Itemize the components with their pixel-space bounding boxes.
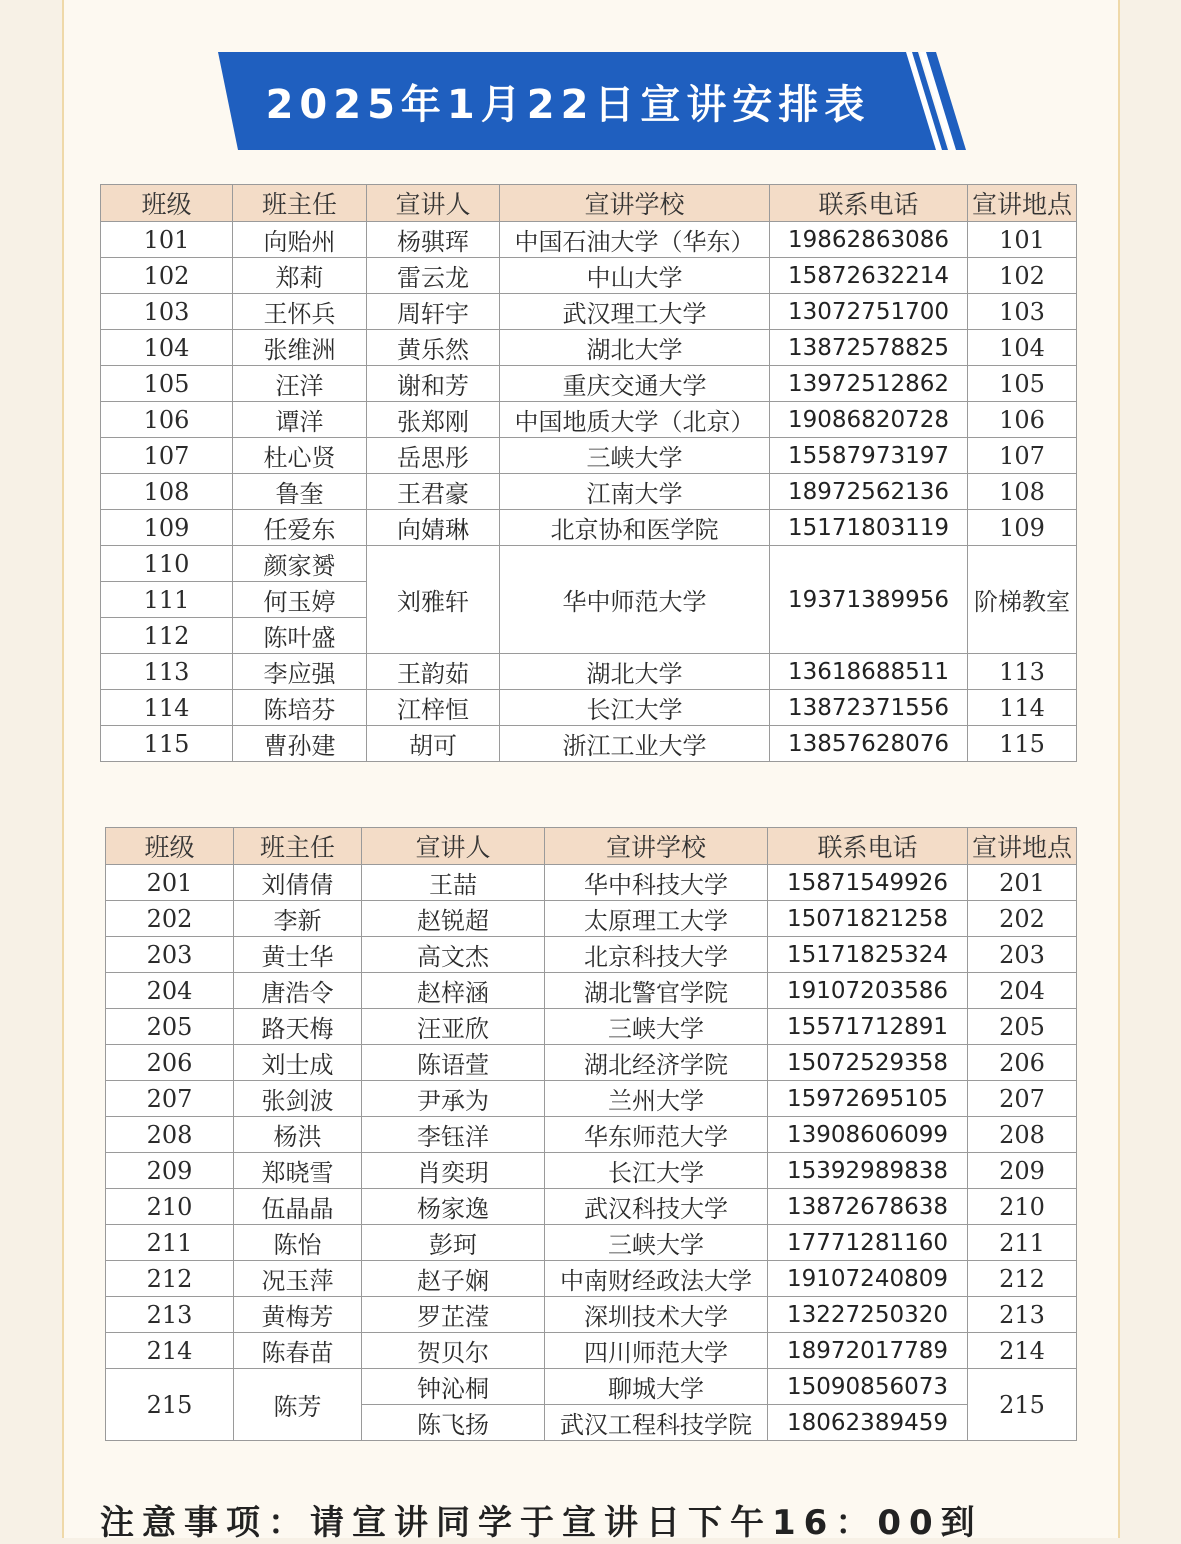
- class-cell: 214: [106, 1333, 234, 1369]
- speaker-cell: 贺贝尔: [362, 1333, 545, 1369]
- location-cell: 211: [968, 1225, 1077, 1261]
- table-row: [106, 865, 1077, 901]
- phone-cell: 13872371556: [770, 690, 968, 726]
- class-cell: 202: [106, 901, 234, 937]
- teacher-cell: 张维洲: [233, 330, 367, 366]
- phone-cell: 19371389956: [770, 546, 968, 654]
- phone-cell: 13857628076: [770, 726, 968, 762]
- school-cell: 湖北大学: [500, 654, 770, 690]
- speaker-cell: 李钰洋: [362, 1117, 545, 1153]
- speaker-cell: 赵子娴: [362, 1261, 545, 1297]
- teacher-cell: 郑晓雪: [234, 1153, 362, 1189]
- class-cell: 114: [101, 690, 233, 726]
- speaker-cell: 王君豪: [367, 474, 500, 510]
- school-cell: 中山大学: [500, 258, 770, 294]
- school-cell: 北京协和医学院: [500, 510, 770, 546]
- table-row: [106, 1009, 1077, 1045]
- class-cell: 107: [101, 438, 233, 474]
- class-cell: 115: [101, 726, 233, 762]
- teacher-cell: 郑莉: [233, 258, 367, 294]
- teacher-cell: 陈芳: [234, 1369, 362, 1441]
- speaker-cell: 张郑刚: [367, 402, 500, 438]
- class-cell: 204: [106, 973, 234, 1009]
- speaker-cell: 尹承为: [362, 1081, 545, 1117]
- speaker-cell: 王韵茹: [367, 654, 500, 690]
- speaker-cell: 赵梓涵: [362, 973, 545, 1009]
- location-cell: 阶梯教室: [968, 546, 1077, 654]
- teacher-cell: 向贻州: [233, 222, 367, 258]
- location-cell: 108: [968, 474, 1077, 510]
- school-cell: 武汉理工大学: [500, 294, 770, 330]
- notice-text: 注意事项：请宣讲同学于宣讲日下午16：00到: [100, 1503, 983, 1543]
- class-cell: 213: [106, 1297, 234, 1333]
- table-row: [106, 1261, 1077, 1297]
- teacher-cell: 谭洋: [233, 402, 367, 438]
- table-row: [101, 402, 1077, 438]
- speaker-cell: 杨骐珲: [367, 222, 500, 258]
- school-cell: 三峡大学: [500, 438, 770, 474]
- class-cell: 109: [101, 510, 233, 546]
- header-speaker: 宣讲人: [362, 828, 545, 865]
- school-cell: 华东师范大学: [545, 1117, 768, 1153]
- school-cell: 武汉工程科技学院: [545, 1405, 768, 1441]
- phone-cell: 19107240809: [768, 1261, 968, 1297]
- speaker-cell: 王喆: [362, 865, 545, 901]
- header-school: 宣讲学校: [500, 185, 770, 222]
- teacher-cell: 何玉婷: [233, 582, 367, 618]
- class-cell: 212: [106, 1261, 234, 1297]
- location-cell: 109: [968, 510, 1077, 546]
- table-row: [101, 222, 1077, 258]
- table-row: [106, 901, 1077, 937]
- header-teacher: 班主任: [234, 828, 362, 865]
- header-class: 班级: [106, 828, 234, 865]
- location-cell: 101: [968, 222, 1077, 258]
- class-cell: 103: [101, 294, 233, 330]
- speaker-cell: 汪亚欣: [362, 1009, 545, 1045]
- phone-cell: 15072529358: [768, 1045, 968, 1081]
- school-cell: 江南大学: [500, 474, 770, 510]
- speaker-cell: 罗芷滢: [362, 1297, 545, 1333]
- school-cell: 湖北大学: [500, 330, 770, 366]
- table-row: [101, 294, 1077, 330]
- phone-cell: 15872632214: [770, 258, 968, 294]
- teacher-cell: 黄梅芳: [234, 1297, 362, 1333]
- school-cell: 湖北警官学院: [545, 973, 768, 1009]
- location-cell: 210: [968, 1189, 1077, 1225]
- teacher-cell: 汪洋: [233, 366, 367, 402]
- school-cell: 中国石油大学（华东）: [500, 222, 770, 258]
- phone-cell: 13872678638: [768, 1189, 968, 1225]
- teacher-cell: 曹孙建: [233, 726, 367, 762]
- teacher-cell: 刘士成: [234, 1045, 362, 1081]
- header-class: 班级: [101, 185, 233, 222]
- teacher-cell: 李新: [234, 901, 362, 937]
- table-row: [101, 546, 1077, 582]
- table-row: [106, 1153, 1077, 1189]
- class-cell: 106: [101, 402, 233, 438]
- header-phone: 联系电话: [770, 185, 968, 222]
- teacher-cell: 路天梅: [234, 1009, 362, 1045]
- school-cell: 兰州大学: [545, 1081, 768, 1117]
- phone-cell: 17771281160: [768, 1225, 968, 1261]
- table-row: [106, 1369, 1077, 1405]
- speaker-cell: 岳思彤: [367, 438, 500, 474]
- table-row: [101, 330, 1077, 366]
- table-row: [106, 1189, 1077, 1225]
- teacher-cell: 李应强: [233, 654, 367, 690]
- table-row: [106, 1045, 1077, 1081]
- teacher-cell: 陈怡: [234, 1225, 362, 1261]
- phone-cell: 13618688511: [770, 654, 968, 690]
- teacher-cell: 刘倩倩: [234, 865, 362, 901]
- teacher-cell: 伍晶晶: [234, 1189, 362, 1225]
- speaker-cell: 陈语萱: [362, 1045, 545, 1081]
- class-cell: 208: [106, 1117, 234, 1153]
- teacher-cell: 陈春苗: [234, 1333, 362, 1369]
- table-row: [101, 654, 1077, 690]
- school-cell: 北京科技大学: [545, 937, 768, 973]
- table-header-row: [106, 828, 1077, 865]
- class-cell: 110: [101, 546, 233, 582]
- location-cell: 105: [968, 366, 1077, 402]
- teacher-cell: 张剑波: [234, 1081, 362, 1117]
- table-row: [106, 1333, 1077, 1369]
- table-row: [101, 366, 1077, 402]
- class-cell: 104: [101, 330, 233, 366]
- phone-cell: 15972695105: [768, 1081, 968, 1117]
- class-cell: 203: [106, 937, 234, 973]
- class-cell: 111: [101, 582, 233, 618]
- phone-cell: 13872578825: [770, 330, 968, 366]
- table-row: [101, 510, 1077, 546]
- speaker-cell: 向婧琳: [367, 510, 500, 546]
- class-cell: 108: [101, 474, 233, 510]
- phone-cell: 18972562136: [770, 474, 968, 510]
- teacher-cell: 陈培芬: [233, 690, 367, 726]
- school-cell: 聊城大学: [545, 1369, 768, 1405]
- phone-cell: 18972017789: [768, 1333, 968, 1369]
- school-cell: 湖北经济学院: [545, 1045, 768, 1081]
- school-cell: 华中科技大学: [545, 865, 768, 901]
- location-cell: 103: [968, 294, 1077, 330]
- table-row: [106, 1117, 1077, 1153]
- location-cell: 213: [968, 1297, 1077, 1333]
- class-cell: 102: [101, 258, 233, 294]
- location-cell: 113: [968, 654, 1077, 690]
- teacher-cell: 王怀兵: [233, 294, 367, 330]
- location-cell: 203: [968, 937, 1077, 973]
- class-cell: 112: [101, 618, 233, 654]
- class-cell: 105: [101, 366, 233, 402]
- location-cell: 208: [968, 1117, 1077, 1153]
- teacher-cell: 陈叶盛: [233, 618, 367, 654]
- class-cell: 207: [106, 1081, 234, 1117]
- class-cell: 209: [106, 1153, 234, 1189]
- location-cell: 201: [968, 865, 1077, 901]
- speaker-cell: 高文杰: [362, 937, 545, 973]
- phone-cell: 15171803119: [770, 510, 968, 546]
- phone-cell: 13072751700: [770, 294, 968, 330]
- page-title: 2025年1月22日宣讲安排表: [265, 81, 871, 128]
- school-cell: 三峡大学: [545, 1009, 768, 1045]
- school-cell: 太原理工大学: [545, 901, 768, 937]
- table-row: [106, 1297, 1077, 1333]
- phone-cell: 15090856073: [768, 1369, 968, 1405]
- teacher-cell: 任爱东: [233, 510, 367, 546]
- location-cell: 102: [968, 258, 1077, 294]
- location-cell: 114: [968, 690, 1077, 726]
- speaker-cell: 周轩宇: [367, 294, 500, 330]
- table-header-row: [101, 185, 1077, 222]
- location-cell: 115: [968, 726, 1077, 762]
- school-cell: 四川师范大学: [545, 1333, 768, 1369]
- table-row: [101, 726, 1077, 762]
- speaker-cell: 谢和芳: [367, 366, 500, 402]
- speaker-cell: 彭珂: [362, 1225, 545, 1261]
- teacher-cell: 颜家赟: [233, 546, 367, 582]
- school-cell: 浙江工业大学: [500, 726, 770, 762]
- phone-cell: 18062389459: [768, 1405, 968, 1441]
- school-cell: 中国地质大学（北京）: [500, 402, 770, 438]
- location-cell: 104: [968, 330, 1077, 366]
- class-cell: 113: [101, 654, 233, 690]
- phone-cell: 13972512862: [770, 366, 968, 402]
- school-cell: 长江大学: [545, 1153, 768, 1189]
- teacher-cell: 杨洪: [234, 1117, 362, 1153]
- teacher-cell: 唐浩令: [234, 973, 362, 1009]
- title-banner: [218, 52, 968, 150]
- class-cell: 206: [106, 1045, 234, 1081]
- teacher-cell: 鲁奎: [233, 474, 367, 510]
- class-cell: 201: [106, 865, 234, 901]
- location-cell: 209: [968, 1153, 1077, 1189]
- phone-cell: 13908606099: [768, 1117, 968, 1153]
- speaker-cell: 肖奕玥: [362, 1153, 545, 1189]
- location-cell: 205: [968, 1009, 1077, 1045]
- phone-cell: 15171825324: [768, 937, 968, 973]
- table-row: [101, 474, 1077, 510]
- table-row: [106, 1225, 1077, 1261]
- phone-cell: 15587973197: [770, 438, 968, 474]
- speaker-cell: 杨家逸: [362, 1189, 545, 1225]
- header-teacher: 班主任: [233, 185, 367, 222]
- class-cell: 215: [106, 1369, 234, 1441]
- table-row: [101, 690, 1077, 726]
- speaker-cell: 黄乐然: [367, 330, 500, 366]
- phone-cell: 15871549926: [768, 865, 968, 901]
- teacher-cell: 况玉萍: [234, 1261, 362, 1297]
- speaker-cell: 陈飞扬: [362, 1405, 545, 1441]
- table-row: [106, 973, 1077, 1009]
- speaker-cell: 江梓恒: [367, 690, 500, 726]
- phone-cell: 13227250320: [768, 1297, 968, 1333]
- phone-cell: 19107203586: [768, 973, 968, 1009]
- header-school: 宣讲学校: [545, 828, 768, 865]
- class-cell: 205: [106, 1009, 234, 1045]
- speaker-cell: 赵锐超: [362, 901, 545, 937]
- location-cell: 107: [968, 438, 1077, 474]
- phone-cell: 19862863086: [770, 222, 968, 258]
- table-row: [106, 937, 1077, 973]
- location-cell: 106: [968, 402, 1077, 438]
- header-phone: 联系电话: [768, 828, 968, 865]
- table-row: [106, 1081, 1077, 1117]
- phone-cell: 15392989838: [768, 1153, 968, 1189]
- class-cell: 211: [106, 1225, 234, 1261]
- school-cell: 华中师范大学: [500, 546, 770, 654]
- school-cell: 中南财经政法大学: [545, 1261, 768, 1297]
- school-cell: 重庆交通大学: [500, 366, 770, 402]
- phone-cell: 15571712891: [768, 1009, 968, 1045]
- speaker-cell: 钟沁桐: [362, 1369, 545, 1405]
- location-cell: 207: [968, 1081, 1077, 1117]
- school-cell: 长江大学: [500, 690, 770, 726]
- teacher-cell: 黄士华: [234, 937, 362, 973]
- table-row: [101, 258, 1077, 294]
- location-cell: 212: [968, 1261, 1077, 1297]
- speaker-cell: 雷云龙: [367, 258, 500, 294]
- phone-cell: 19086820728: [770, 402, 968, 438]
- speaker-cell: 刘雅轩: [367, 546, 500, 654]
- table-row: [101, 438, 1077, 474]
- class-cell: 101: [101, 222, 233, 258]
- location-cell: 215: [968, 1369, 1077, 1441]
- schedule-table-200s: [105, 827, 1077, 1441]
- school-cell: 三峡大学: [545, 1225, 768, 1261]
- class-cell: 210: [106, 1189, 234, 1225]
- school-cell: 深圳技术大学: [545, 1297, 768, 1333]
- school-cell: 武汉科技大学: [545, 1189, 768, 1225]
- header-location: 宣讲地点: [968, 185, 1077, 222]
- location-cell: 206: [968, 1045, 1077, 1081]
- speaker-cell: 胡可: [367, 726, 500, 762]
- location-cell: 214: [968, 1333, 1077, 1369]
- phone-cell: 15071821258: [768, 901, 968, 937]
- header-location: 宣讲地点: [968, 828, 1077, 865]
- teacher-cell: 杜心贤: [233, 438, 367, 474]
- schedule-table-100s: [100, 184, 1077, 762]
- header-speaker: 宣讲人: [367, 185, 500, 222]
- location-cell: 204: [968, 973, 1077, 1009]
- location-cell: 202: [968, 901, 1077, 937]
